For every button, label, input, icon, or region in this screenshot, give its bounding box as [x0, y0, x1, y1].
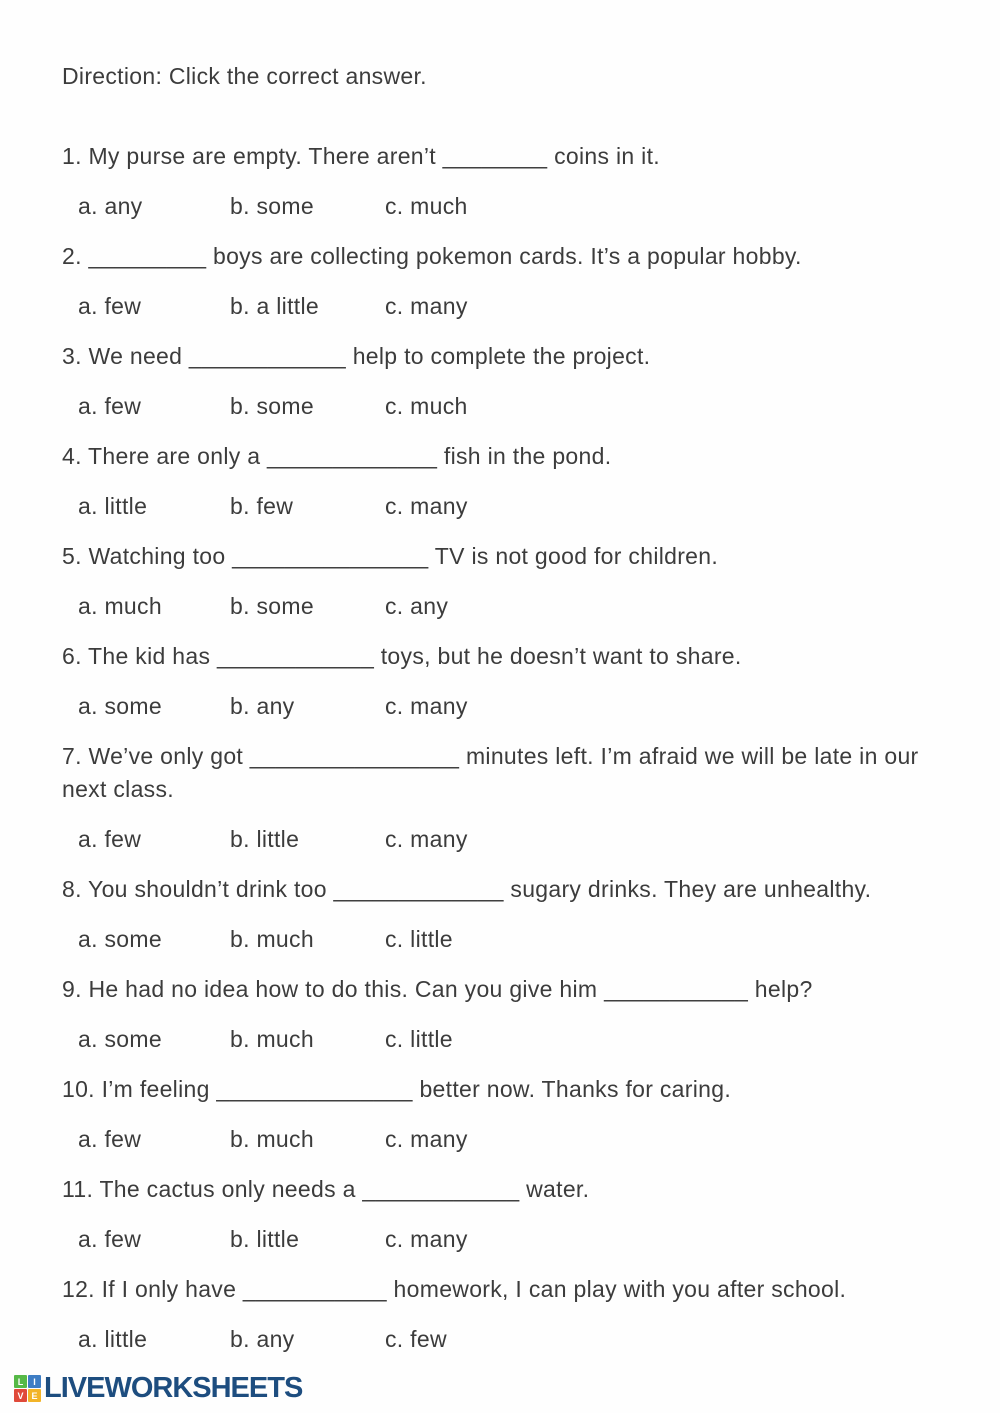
logo-tile-e: E [28, 1389, 41, 1402]
option-b[interactable]: b. much [230, 1026, 314, 1052]
option-b[interactable]: b. little [230, 1226, 300, 1252]
option-b[interactable]: b. a little [230, 293, 319, 319]
option-b[interactable]: b. some [230, 393, 314, 419]
option-b[interactable]: b. any [230, 1326, 295, 1352]
logo-tile-i: I [28, 1375, 41, 1388]
option-c[interactable]: c. many [385, 293, 468, 319]
option-c[interactable]: c. little [385, 1026, 453, 1052]
options-row [62, 1023, 942, 1056]
question-12 [62, 1273, 942, 1356]
option-a[interactable]: a. any [78, 193, 143, 219]
option-a[interactable]: a. much [78, 593, 162, 619]
question-text: 2. _________ boys are collecting pokemon cards. It’s a popular hobby. [62, 243, 802, 269]
option-a[interactable]: a. few [78, 293, 142, 319]
brand-name: LIVEWORKSHEETS [44, 1372, 303, 1404]
question-3 [62, 340, 942, 423]
question-text: 11. The cactus only needs a ____________ water. [62, 1176, 590, 1202]
options-row [62, 1323, 942, 1356]
options-row [62, 923, 942, 956]
option-c[interactable]: c. many [385, 693, 468, 719]
question-9 [62, 973, 942, 1056]
question-text: 7. We’ve only got ________________ minutes left. I’m afraid we will be late in our next class. [62, 743, 919, 802]
option-c[interactable]: c. many [385, 1126, 468, 1152]
options-row [62, 290, 942, 323]
option-c[interactable]: c. much [385, 393, 468, 419]
question-4 [62, 440, 942, 523]
option-a[interactable]: a. few [78, 1126, 142, 1152]
question-text: 10. I’m feeling _______________ better now. Thanks for caring. [62, 1076, 732, 1102]
option-a[interactable]: a. some [78, 926, 162, 952]
footer [14, 1374, 302, 1403]
options-row [62, 390, 942, 423]
options-row [62, 490, 942, 523]
question-6 [62, 640, 942, 723]
logo-tile-v: V [14, 1389, 27, 1402]
option-b[interactable]: b. some [230, 593, 314, 619]
option-c[interactable]: c. many [385, 493, 468, 519]
question-text: 1. My purse are empty. There aren’t ________ coins in it. [62, 143, 660, 169]
option-b[interactable]: b. few [230, 493, 294, 519]
option-b[interactable]: b. much [230, 1126, 314, 1152]
question-1 [62, 140, 942, 223]
question-5 [62, 540, 942, 623]
option-a[interactable]: a. some [78, 693, 162, 719]
worksheet-content [62, 60, 942, 1373]
option-a[interactable]: a. few [78, 826, 142, 852]
options-row [62, 1123, 942, 1156]
option-b[interactable]: b. much [230, 926, 314, 952]
logo-tile-l: L [14, 1375, 27, 1388]
option-a[interactable]: a. little [78, 493, 148, 519]
question-7 [62, 740, 942, 856]
option-c[interactable]: c. many [385, 1226, 468, 1252]
options-row [62, 823, 942, 856]
option-c[interactable]: c. few [385, 1326, 447, 1352]
option-a[interactable]: a. some [78, 1026, 162, 1052]
liveworksheets-logo-icon [14, 1375, 41, 1402]
question-text: 4. There are only a _____________ fish in the pond. [62, 443, 612, 469]
option-c[interactable]: c. any [385, 593, 449, 619]
question-text: 8. You shouldn’t drink too _____________ sugary drinks. They are unhealthy. [62, 876, 872, 902]
question-text: 9. He had no idea how to do this. Can you give him ___________ help? [62, 976, 813, 1002]
option-a[interactable]: a. little [78, 1326, 148, 1352]
question-text: 5. Watching too _______________ TV is not good for children. [62, 543, 719, 569]
option-c[interactable]: c. many [385, 826, 468, 852]
options-row [62, 190, 942, 223]
option-c[interactable]: c. little [385, 926, 453, 952]
option-c[interactable]: c. much [385, 193, 468, 219]
question-11 [62, 1173, 942, 1256]
question-8 [62, 873, 942, 956]
question-text: 3. We need ____________ help to complete the project. [62, 343, 651, 369]
options-row [62, 690, 942, 723]
question-text: 6. The kid has ____________ toys, but he doesn’t want to share. [62, 643, 742, 669]
direction-text: Direction: Click the correct answer. [62, 63, 427, 89]
option-b[interactable]: b. little [230, 826, 300, 852]
option-a[interactable]: a. few [78, 1226, 142, 1252]
option-a[interactable]: a. few [78, 393, 142, 419]
question-2 [62, 240, 942, 323]
option-b[interactable]: b. any [230, 693, 295, 719]
option-b[interactable]: b. some [230, 193, 314, 219]
question-text: 12. If I only have ___________ homework, I can play with you after school. [62, 1276, 847, 1302]
options-row [62, 1223, 942, 1256]
options-row [62, 590, 942, 623]
question-10 [62, 1073, 942, 1156]
